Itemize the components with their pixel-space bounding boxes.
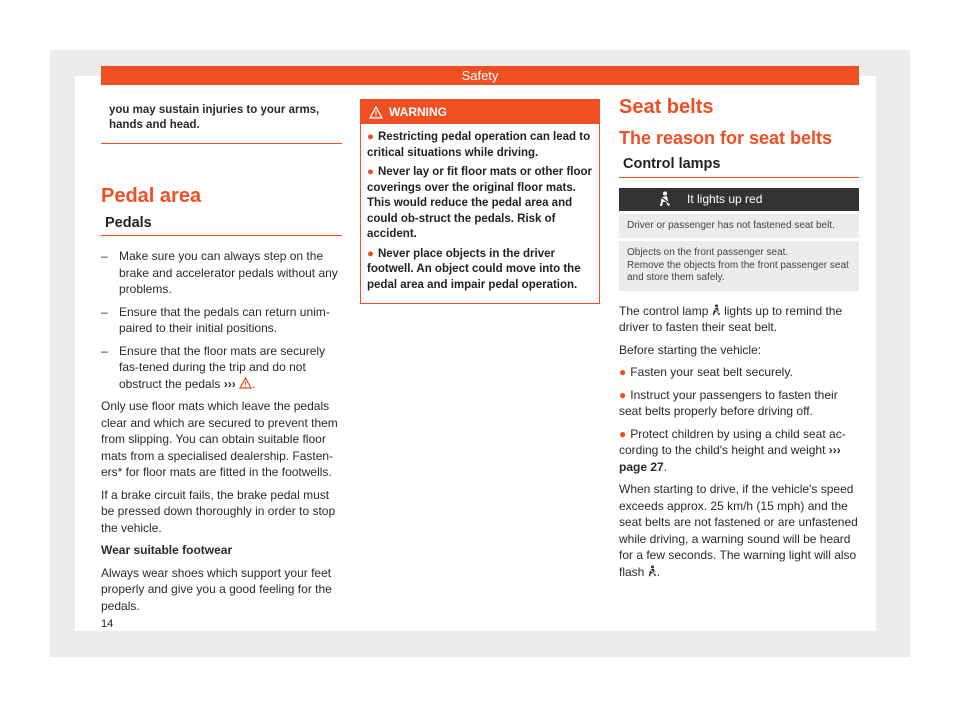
table-header-label: It lights up red [687,191,763,206]
column-middle [360,99,600,304]
bullet-dot-icon: ● [367,131,374,143]
warning-box [360,99,600,304]
dash-marker: – [101,343,108,358]
warning-item: ● Never place objects in the driver footwell. An object could move into the pedal area and impair pedal operation. [367,247,581,291]
bullet-dot-icon: ● [367,247,374,260]
seatbelt-warning-icon [648,565,657,577]
subheading-control-lamps: Control lamps [623,156,721,172]
paragraph: Only use floor mats which leave the pedals clear and which are secured to prevent them from slipping. You can obtain suitable floor mats from a specialised dealership. Fasten-ers* for floor mats are fitted in the footwells. [101,399,338,479]
paragraph: The control lamp lights up to remind the driver to fasten their seat belt. [619,303,843,334]
warning-triangle-icon [239,377,252,389]
reference-arrow[interactable]: ››› [223,376,236,391]
list-item: – Ensure that the floor mats are securely fas-tened during the trip and do not obstruct the pedals ››› . [101,343,326,391]
table-row: Objects on the front passenger seat. Remove the objects from the front passenger seat and store them safely. [619,241,859,291]
page-reference-link[interactable]: ››› page 27 [619,443,841,474]
seatbelt-warning-icon [659,191,671,207]
table-row: Driver or passenger has not fastened seat belt. [619,214,859,239]
paragraph: Always wear shoes which support your feet properly and give you a good feeling for the pedals. [101,565,332,613]
bullet-dot-icon: ● [367,166,374,178]
warning-header [361,100,599,124]
warning-label: WARNING [389,105,447,119]
page-number: 14 [101,618,114,630]
dash-marker: – [101,304,108,319]
list-item: ● Instruct your passengers to fasten their seat belts properly before driving off. [619,387,838,418]
control-lamp-table [619,188,859,291]
list-item: ● Protect children by using a child seat ac-cording to the child's height and weight ››› page 27. [619,426,846,474]
warning-item: ● Restricting pedal operation can lead to critical situations while driving. [367,131,591,159]
subheading-pedals: Pedals [105,214,152,231]
paragraph: Before starting the vehicle: [619,342,762,357]
column-left [101,97,342,620]
subheading-wrap [101,215,342,237]
list-item: – Make sure you can always step on the brake and accelerator pedals without any problems. [101,249,338,296]
paragraph: When starting to drive, if the vehicle's speed exceeds approx. 25 km/h (15 mph) and the seat belts are not fastened or are unfastened while driving, a warning sound will be heard for a few seconds. The warning light will also flash . [619,482,858,579]
subheading-wrap [619,156,859,178]
paragraph: If a brake circuit fails, the brake pedal must be pressed down thoroughly in order to stop the vehicle. [101,487,336,535]
bullet-dot-icon: ● [619,426,627,441]
list-item: – Ensure that the pedals can return unim-paired to their initial positions. [101,304,330,335]
warning-body [361,124,599,303]
list-item: ● Fasten your seat belt securely. [619,365,793,379]
warning-triangle-icon [369,106,383,119]
continued-note: you may sustain injuries to your arms, hands and head. [101,97,342,144]
section-header: Safety [101,66,859,85]
heading-pedal-area: Pedal area [101,185,202,207]
bullet-dot-icon: ● [619,365,627,379]
heading-reason: The reason for seat belts [619,127,833,148]
table-header [619,188,859,211]
seatbelt-warning-icon [712,304,721,316]
bullet-dot-icon: ● [619,387,627,402]
dash-marker: – [101,249,108,263]
warning-item: ● Never lay or fit floor mats or other floor coverings over the original floor mats. This would reduce the pedal area and could ob-struct the pedals. Risk of accident. [367,166,593,240]
column-right [619,96,859,586]
heading-seat-belts: Seat belts [619,96,714,118]
footwear-heading: Wear suitable footwear [101,543,233,557]
